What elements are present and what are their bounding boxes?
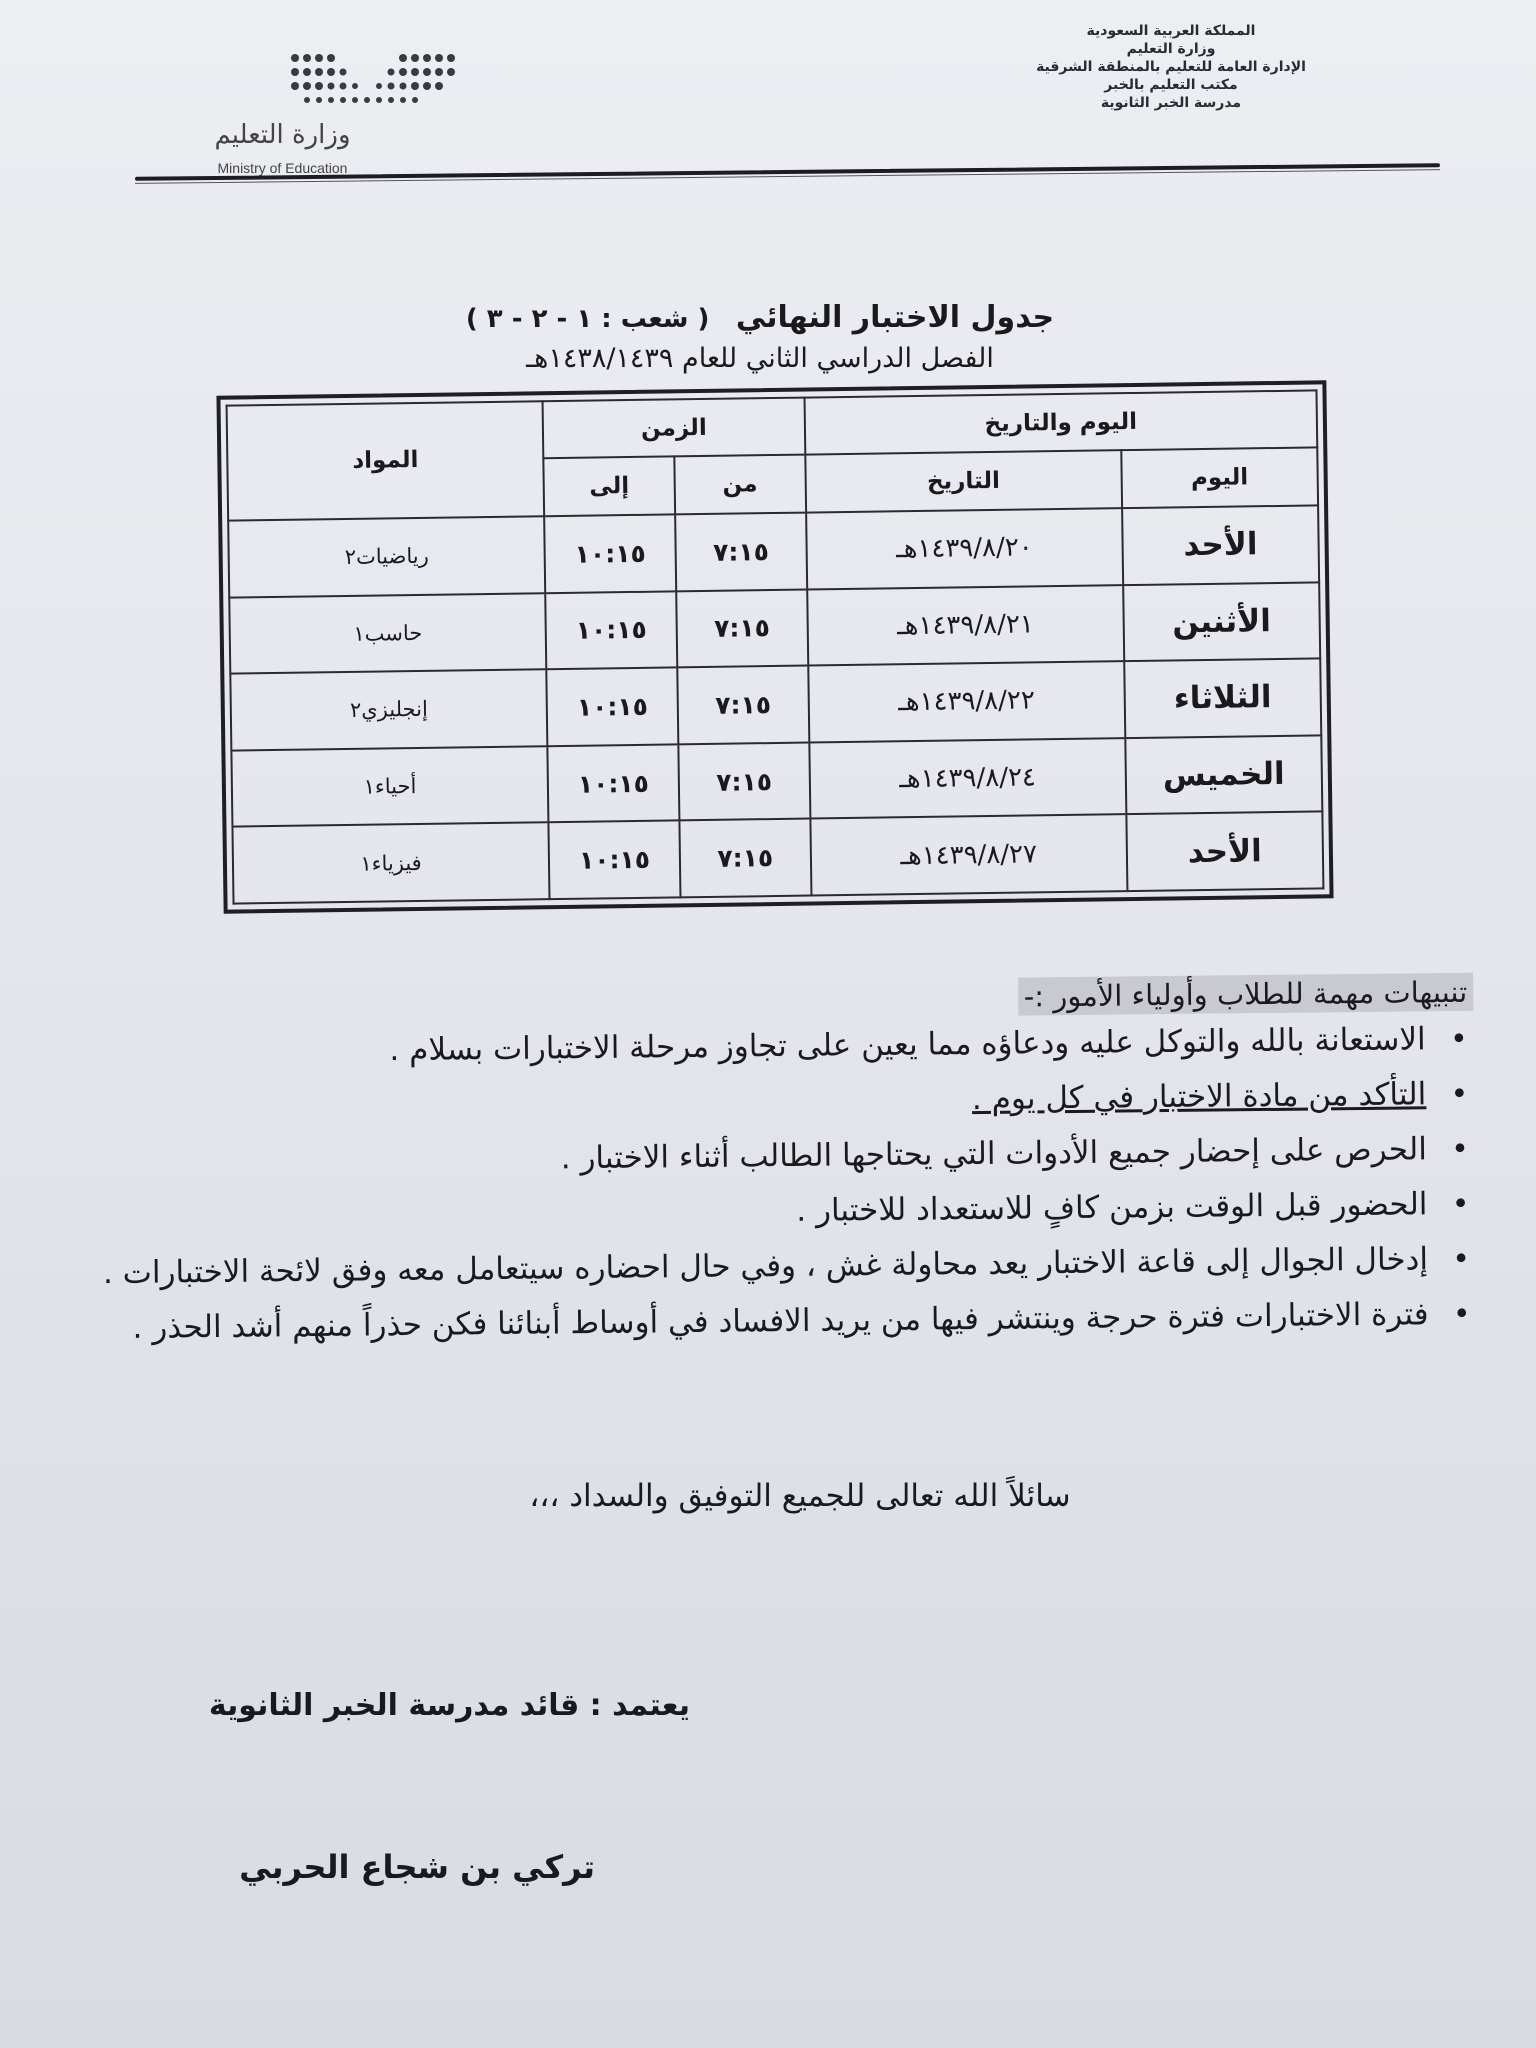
bullet-icon: • — [1450, 1131, 1470, 1168]
approval-line: يعتمد : قائد مدرسة الخبر الثانوية — [208, 1688, 690, 1723]
cell-day: الأحد — [1122, 505, 1319, 584]
note-text: الحرص على إحضار جميع الأدوات التي يحتاجها الطالب أثناء الاختبار . — [560, 1131, 1428, 1177]
header-day: اليوم — [1121, 448, 1318, 508]
cell-day: الخميس — [1125, 735, 1322, 814]
bullet-icon: • — [1449, 1021, 1468, 1058]
schedule-table-frame — [216, 380, 1333, 913]
header-subjects: المواد — [227, 401, 545, 520]
signatory-name: تركي بن شجاع الحربي — [239, 1848, 595, 1886]
table-row — [232, 812, 1323, 904]
cell-from: ٧:١٥ — [677, 666, 809, 744]
letterhead-line: المملكة العربية السعودية — [1086, 23, 1256, 39]
list-item — [101, 1237, 1471, 1296]
bullet-icon: • — [1451, 1186, 1470, 1223]
cell-to: ١٠:١٥ — [544, 514, 676, 592]
header-date: التاريخ — [805, 451, 1122, 513]
bullet-icon: • — [1450, 1076, 1469, 1113]
cell-to: ١٠:١٥ — [549, 821, 681, 899]
document-subtitle: الفصل الدراسي الثاني للعام ١٤٣٨/١٤٣٩هـ — [526, 343, 994, 374]
letterhead — [1006, 22, 1336, 112]
list-item — [99, 1072, 1469, 1131]
list-item — [99, 1017, 1468, 1076]
cell-to: ١٠:١٥ — [546, 667, 678, 745]
cell-date: ١٤٣٩/٨/٢٠هـ — [806, 508, 1123, 589]
notes-section — [98, 973, 1477, 1361]
header-from: من — [674, 455, 806, 514]
bullet-icon: • — [1452, 1296, 1471, 1333]
logo-arabic-text: وزارة التعليم — [214, 120, 351, 150]
title-block — [380, 300, 1140, 374]
cell-from: ٧:١٥ — [676, 589, 808, 667]
notes-title: تنبيهات مهمة للطلاب وأولياء الأمور :- — [1018, 973, 1474, 1016]
bullet-icon: • — [1452, 1241, 1471, 1278]
sections-label: ( شعب : ١ - ٢ - ٣ ) — [465, 304, 710, 334]
note-text: التأكد من مادة الاختبار في كل يوم . — [971, 1076, 1427, 1118]
list-item — [100, 1127, 1470, 1186]
cell-date: ١٤٣٩/٨/٢٢هـ — [808, 661, 1125, 742]
ministry-logo — [190, 50, 390, 185]
cell-day: الثلاثاء — [1124, 659, 1321, 738]
cell-subject: إنجليزي٢ — [230, 669, 547, 750]
cell-day: الأثنين — [1123, 582, 1320, 661]
header-to: إلى — [543, 457, 675, 516]
cell-subject: حاسب١ — [229, 593, 546, 674]
cell-date: ١٤٣٩/٨/٢٤هـ — [809, 738, 1126, 819]
cell-subject: أحياء١ — [231, 746, 548, 827]
document-title: جدول الاختبار النهائي — [735, 300, 1055, 335]
letterhead-line: الإدارة العامة للتعليم بالمنطقة الشرقية — [1036, 59, 1306, 75]
cell-date: ١٤٣٩/٨/٢١هـ — [807, 585, 1124, 666]
letterhead-line: مكتب التعليم بالخبر — [1104, 77, 1238, 93]
header-day-and-date: اليوم والتاريخ — [804, 390, 1317, 455]
closing-line: سائلاً الله تعالى للجميع التوفيق والسداد ،،، — [529, 1478, 1071, 1514]
list-item — [100, 1182, 1470, 1241]
cell-day: الأحد — [1126, 812, 1323, 891]
logo-dots-icon — [285, 50, 465, 110]
cell-subject: رياضيات٢ — [228, 516, 545, 597]
list-item — [101, 1292, 1471, 1351]
header-time: الزمن — [543, 398, 805, 459]
letterhead-line: وزارة التعليم — [1126, 41, 1216, 57]
exam-schedule-table — [226, 389, 1325, 904]
note-text: فترة الاختبارات فترة حرجة وينتشر فيها من يريد الافساد في أوساط أبنائنا فكن حذراً منهم أشد الحذر . — [132, 1296, 1429, 1346]
cell-from: ٧:١٥ — [679, 819, 811, 897]
note-text: إدخال الجوال إلى قاعة الاختبار يعد محاولة غش ، وفي حال احضاره سيتعامل معه وفق لائحة الاختبارات . — [102, 1241, 1429, 1292]
cell-from: ٧:١٥ — [675, 512, 807, 590]
cell-to: ١٠:١٥ — [545, 591, 677, 669]
note-text: الاستعانة بالله والتوكل عليه ودعاؤه مما يعين على تجاوز مرحلة الاختبارات بسلام . — [389, 1021, 1426, 1069]
notes-list — [99, 1017, 1477, 1351]
cell-subject: فيزياء١ — [232, 823, 549, 904]
note-text: الحضور قبل الوقت بزمن كافٍ للاستعداد للاختبار . — [796, 1186, 1428, 1229]
cell-from: ٧:١٥ — [678, 742, 810, 820]
logo-english-text: Ministry of Education — [217, 160, 348, 176]
letterhead-line: مدرسة الخبر الثانوية — [1100, 95, 1242, 111]
cell-date: ١٤٣٩/٨/٢٧هـ — [810, 814, 1127, 895]
cell-to: ١٠:١٥ — [547, 744, 679, 822]
